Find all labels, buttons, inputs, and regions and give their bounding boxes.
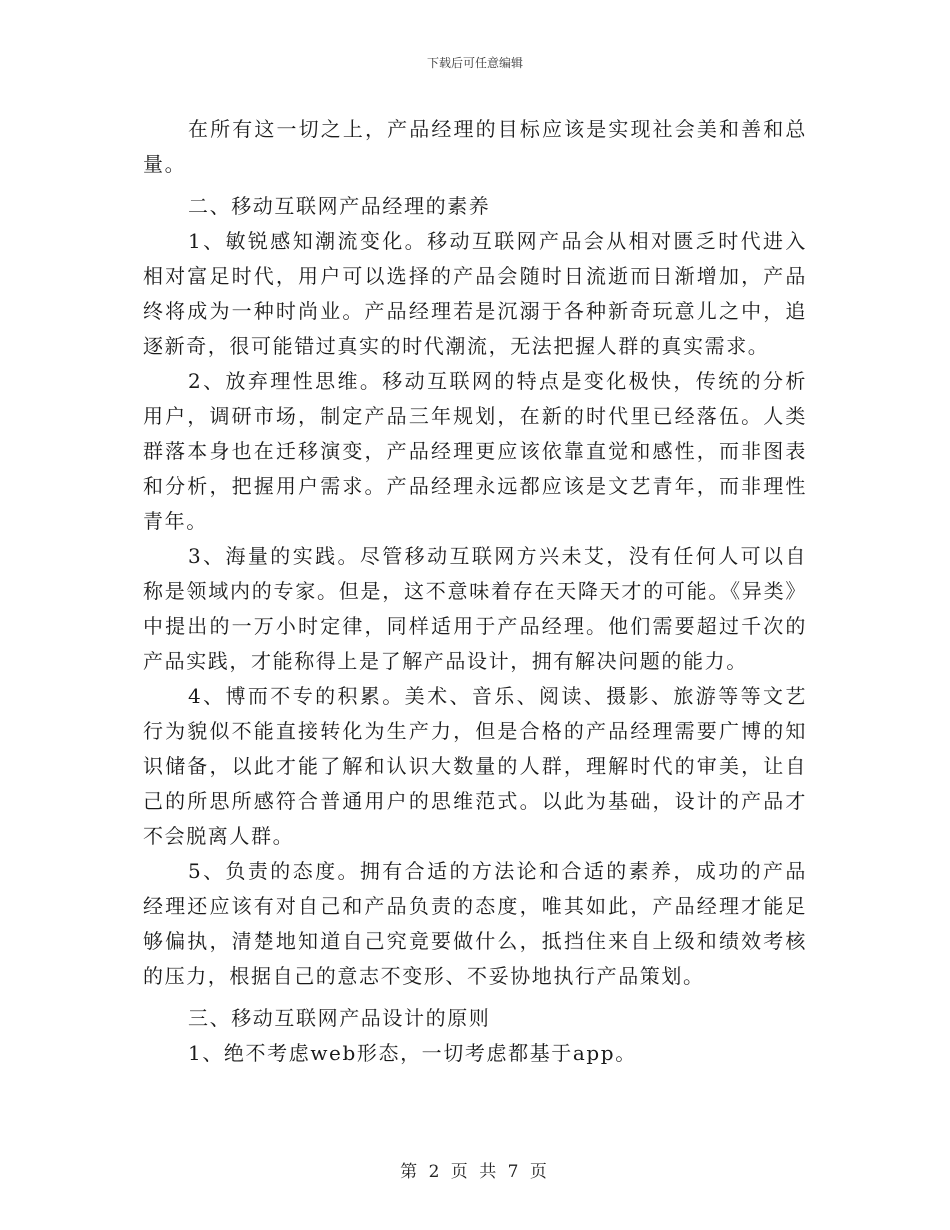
paragraph-item-4: 4、博而不专的积累。美术、音乐、阅读、摄影、旅游等等文艺行为貌似不能直接转化为生产力，但是合格的产品经理需要广博的知识储备，以此才能了解和认识大数量的人群，理解时代的审美，让自己的所思所感符合普通用户的思维范式。以此为基础，设计的产品才不会脱离人群。 [143, 684, 807, 848]
paragraph-intro: 在所有这一切之上，产品经理的目标应该是实现社会美和善和总量。 [143, 117, 807, 176]
section-heading-2: 二、移动互联网产品经理的素养 [188, 194, 491, 218]
paragraph-item-3: 3、海量的实践。尽管移动互联网方兴未艾，没有任何人可以自称是领域内的专家。但是，这不意味着存在天降天才的可能。《异类》中提出的一万小时定律，同样适用于产品经理。他们需要超过千次的产品实践，才能称得上是了解产品设计，拥有解决问题的能力。 [143, 544, 807, 673]
section-heading-3: 三、移动互联网产品设计的原则 [188, 1006, 491, 1030]
paragraph-item-2: 2、放弃理性思维。移动互联网的特点是变化极快，传统的分析用户，调研市场，制定产品三年规划，在新的时代里已经落伍。人类群落本身也在迁移演变，产品经理更应该依靠直觉和感性，而非图表和分析，把握用户需求。产品经理永远都应该是文艺青年，而非理性青年。 [143, 369, 807, 533]
page-header-note: 下载后可任意编辑 [426, 56, 523, 70]
page-number: 第 2 页 共 7 页 [400, 1162, 550, 1182]
paragraph-item-5: 5、负责的态度。拥有合适的方法论和合适的素养，成功的产品经理还应该有对自己和产品负责的态度，唯其如此，产品经理才能足够偏执，清楚地知道自己究竟要做什么，抵挡住来自上级和绩效考核的压力，根据自己的意志不变形、不妥协地执行产品策划。 [143, 859, 807, 988]
paragraph-principle-1: 1、绝不考虑web形态，一切考虑都基于app。 [188, 1041, 637, 1065]
paragraph-item-1: 1、敏锐感知潮流变化。移动互联网产品会从相对匮乏时代进入相对富足时代，用户可以选择的产品会随时日流逝而日渐增加，产品终将成为一种时尚业。产品经理若是沉溺于各种新奇玩意儿之中，追逐新奇，很可能错过真实的时代潮流，无法把握人群的真实需求。 [143, 229, 807, 358]
document-body [143, 112, 807, 1071]
